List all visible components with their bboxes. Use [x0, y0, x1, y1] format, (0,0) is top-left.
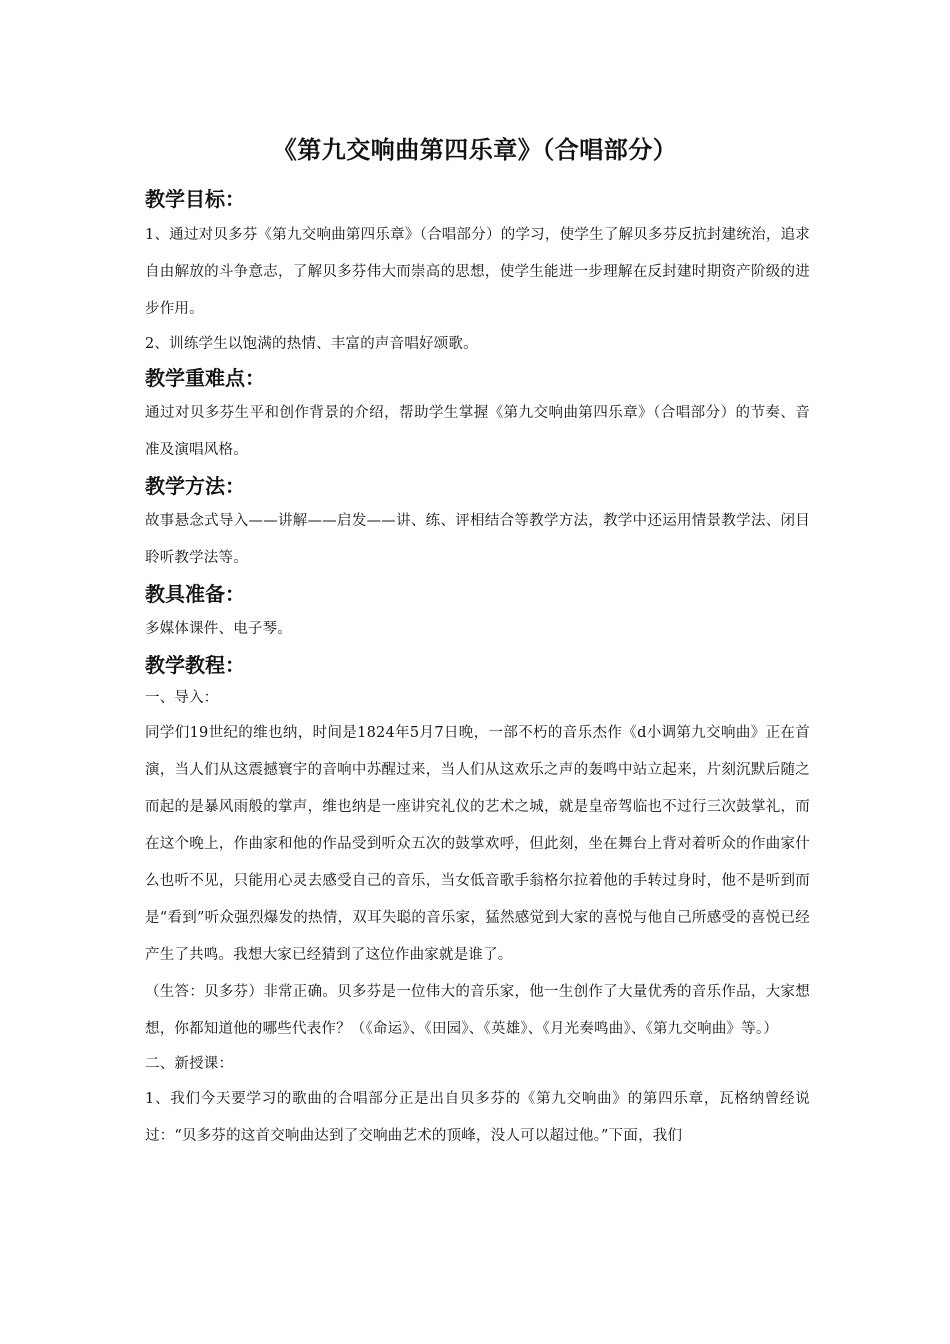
- document-body: [145, 182, 810, 1155]
- objectives-paragraph-2: 2、训练学生以饱满的热情、丰富的声音唱好颂歌。: [145, 336, 478, 352]
- materials-paragraph: 多媒体课件、电子琴。: [145, 621, 292, 637]
- intro-paragraph-2: （生答：贝多芬）非常正确。贝多芬是一位伟大的音乐家，他一生创作了大量优秀的音乐作品，大家想想，你都知道他的哪些代表作？（《命运》、《田园》、《英雄》、《月光奏鸣曲》、《第九交响曲》等。）: [145, 984, 810, 1037]
- intro-paragraph-1: 同学们19世纪的维也纳，时间是1824年5月7日晚，一部不朽的音乐杰作《d小调第九交响曲》正在首演，当人们从这震撼寰宇的音响中苏醒过来，当人们从这欢乐之声的轰鸣中站立起来，片刻沉默后随之而起的是暴风雨般的掌声，维也纳是一座讲究礼仪的艺术之城，就是皇帝驾临也不过行三次鼓掌礼，而在这个晚上，作曲家和他的作品受到听众五次的鼓掌欢呼，但此刻，坐在舞台上背对着听众的作曲家什么也听不见，只能用心灵去感受自己的音乐，当女低音歌手翁格尔拉着他的手转过身时，他不是听到而是“看到”听众强烈爆发的热情，双耳失聪的音乐家，猛然感觉到大家的喜悦与他自己所感受的喜悦已经产生了共鸣。我想大家已经猜到了这位作曲家就是谁了。: [145, 725, 810, 963]
- key-points-paragraph: 通过对贝多芬生平和创作背景的介绍，帮助学生掌握《第九交响曲第四乐章》（合唱部分）的节奏、音准及演唱风格。: [145, 405, 810, 458]
- heading-process: 教学教程：: [145, 653, 245, 677]
- new-lesson-label: 二、新授课：: [145, 1056, 234, 1072]
- heading-methods: 教学方法：: [145, 474, 245, 498]
- heading-materials: 教具准备：: [145, 582, 245, 606]
- intro-label: 一、导入：: [145, 690, 219, 706]
- new-lesson-paragraph-1: 1、我们今天要学习的歌曲的合唱部分正是出自贝多芬的《第九交响曲》的第四乐章，瓦格纳曾经说过：“贝多芬的这首交响曲达到了交响曲艺术的顶峰，没人可以超过他。”下面，我们: [145, 1091, 810, 1144]
- methods-paragraph: 故事悬念式导入——讲解——启发——讲、练、评相结合等教学方法，教学中还运用情景教学法、闭目聆听教学法等。: [145, 513, 810, 566]
- heading-objectives: 教学目标：: [145, 187, 245, 211]
- document-title: 《第九交响曲第四乐章》（合唱部分）: [272, 136, 678, 164]
- heading-key-points: 教学重难点：: [145, 366, 265, 390]
- objectives-paragraph-1: 1、通过对贝多芬《第九交响曲第四乐章》（合唱部分）的学习，使学生了解贝多芬反抗封建统治，追求自由解放的斗争意志，了解贝多芬伟大而崇高的思想，使学生能进一步理解在反封建时期资产阶级的进步作用。: [145, 227, 810, 317]
